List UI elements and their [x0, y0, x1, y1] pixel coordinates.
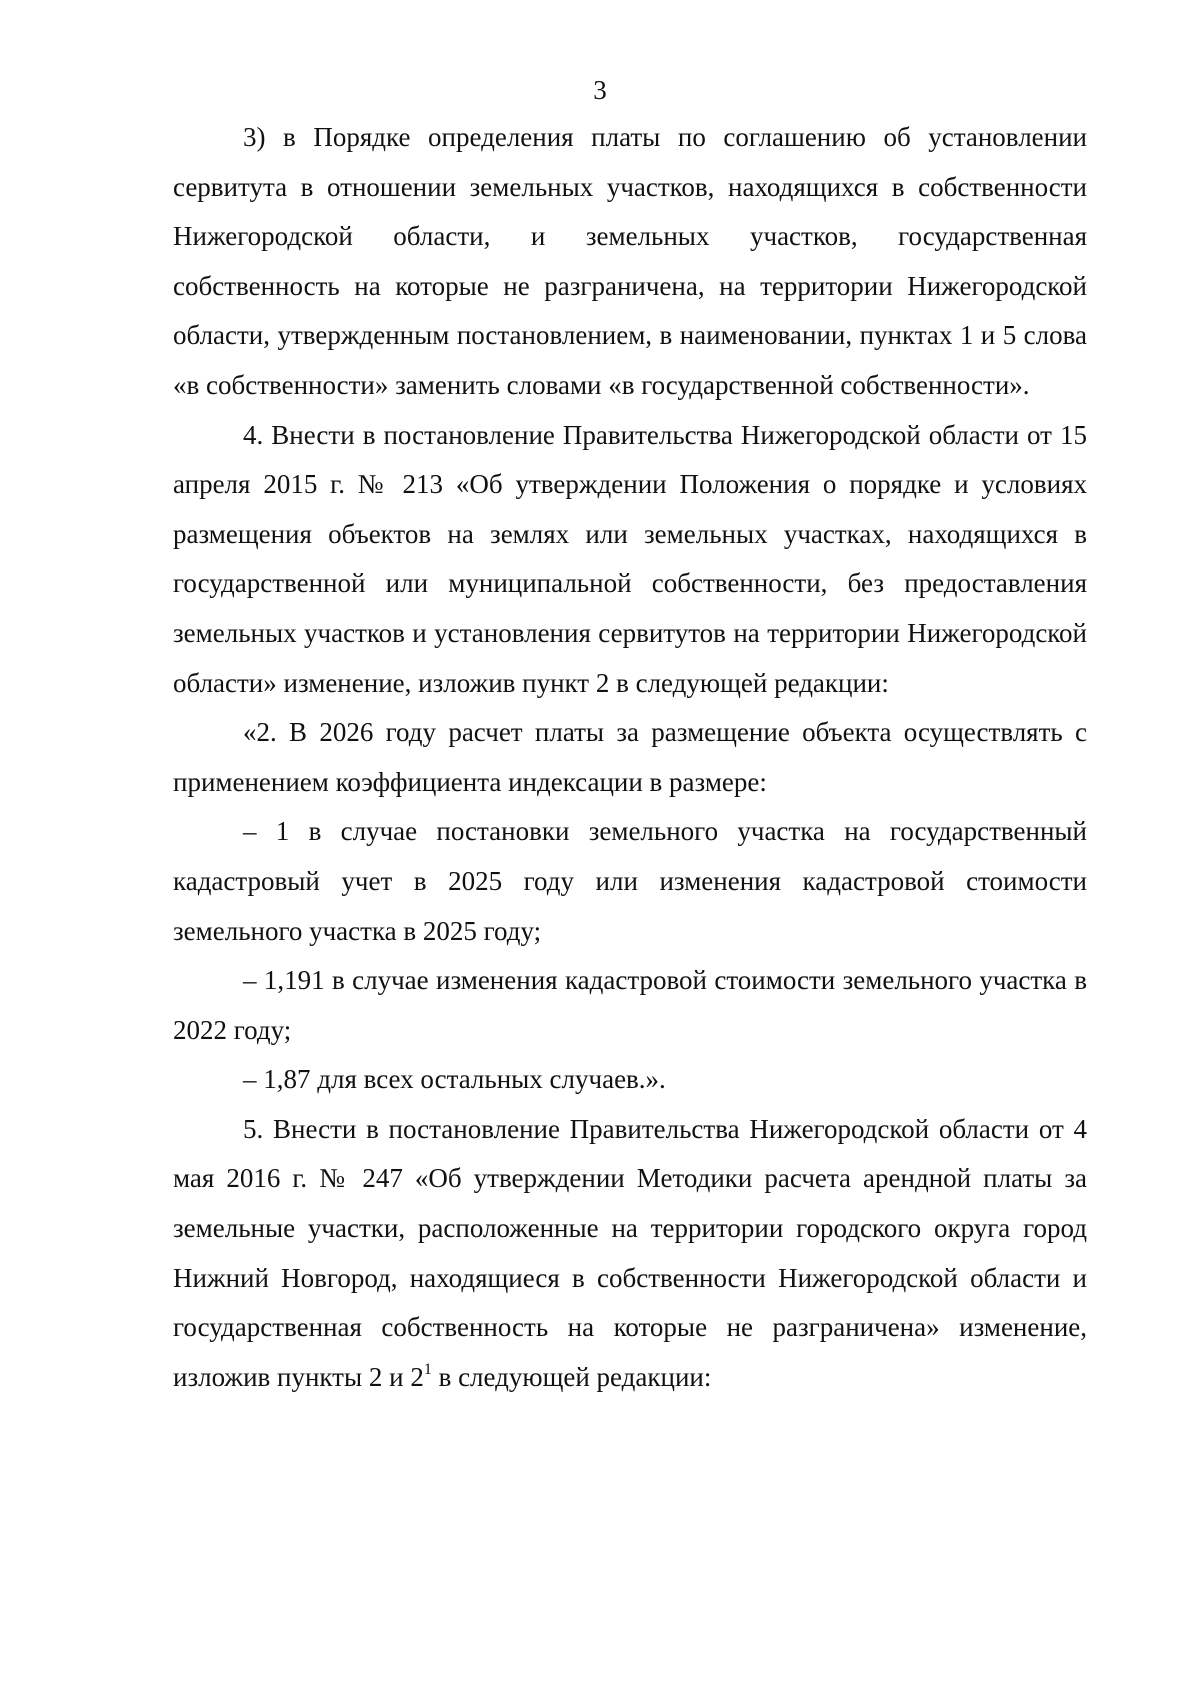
paragraph-point-4: 4. Внести в постановление Правительства Нижегородской области от 15 апреля 2015 г. № 213 «Об утверждении Положения о порядке и условиях размещения объектов на землях или земельных участках, находящихся в государственной или муниципальной собственности, без предоставления земельных участков и установления сервитутов на территории Нижегородской области» изменение, изложив пункт 2 в следующей редакции: — [173, 419, 1087, 698]
paragraph-point-5 — [173, 1105, 1087, 1403]
paragraph-quoted-point-2: «2. В 2026 году расчет платы за размещение объекта осуществлять с применением коэффициента индексации в размере: — [173, 717, 1087, 797]
list-item-coefficient-1191: – 1,191 в случае изменения кадастровой стоимости земельного участка в 2022 году; — [173, 965, 1087, 1045]
page-number: 3 — [593, 75, 607, 105]
list-item-coefficient-187: – 1,87 для всех остальных случаев.». — [243, 1064, 666, 1095]
paragraph-point-5-tail: в следующей редакции: — [431, 1361, 712, 1392]
superscript-index: 1 — [423, 1360, 432, 1378]
paragraph-item-3: 3) в Порядке определения платы по соглашению об установлении сервитута в отношении земельных участков, находящихся в собственности Нижегородской области, и земельных участков, государственная собственность на которые не разграничена, на территории Нижегородской области, утвержденным постановлением, в наименовании, пунктах 1 и 5 слова «в собственности» заменить словами «в государственной собственности». — [173, 122, 1087, 400]
list-item-coefficient-1: – 1 в случае постановки земельного участка на государственный кадастровый учет в 2025 году или изменения кадастровой стоимости земельного участка в 2025 году; — [173, 816, 1087, 946]
document-body — [173, 113, 1087, 1402]
paragraph-point-5-text: 5. Внести в постановление Правительства Нижегородской области от 4 мая 2016 г. № 247 «Об утверждении Методики расчета арендной платы за земельные участки, расположенные на территории городского округа город Нижний Новгород, находящиеся в собственности Нижегородской области и государственная собственность на которые не разграничена» изменение, изложив пункты 2 и 2 — [173, 1113, 1087, 1392]
